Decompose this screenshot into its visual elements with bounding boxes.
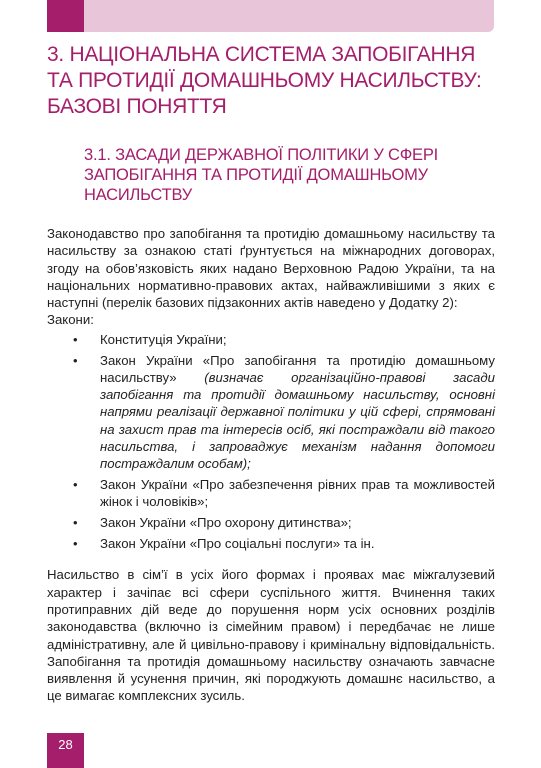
intro-paragraph: Законодавство про запобігання та протидію домашньому насильству та насильству за ознакою статі ґрунтується на міжнародних договорах, згоду на обов’язковість яких надано Верховною Радою України, та на національних нормативно-правових актах, найважливішими з яких є наступні (перелік базових підзаконних актів наведено у Додатку 2): <box>47 226 495 311</box>
bullet-icon: • <box>73 477 78 493</box>
bullet-icon: • <box>73 331 78 347</box>
subsection-title-line: 3.1. ЗАСАДИ ДЕРЖАВНОЇ ПОЛІТИКИ У СФЕРІ <box>84 146 439 164</box>
body-text <box>47 225 495 705</box>
section-title <box>47 42 517 120</box>
bullet-icon: • <box>73 515 78 531</box>
subsection-title-line: ЗАПОБІГАННЯ ТА ПРОТИДІЇ ДОМАШНЬОМУ <box>84 166 428 184</box>
list-item <box>47 535 495 552</box>
bullet-icon: • <box>73 352 78 368</box>
laws-list <box>47 331 495 553</box>
law-text: Закон України «Про запобігання та протидію домашньому насильству» <box>100 352 495 385</box>
page-number: 28 <box>58 737 73 752</box>
header-accent-tab <box>47 0 84 32</box>
law-text: Конституція України; <box>100 331 227 347</box>
list-item <box>47 514 495 531</box>
subsection-title-line: НАСИЛЬСТВУ <box>84 186 193 204</box>
laws-label: Закони: <box>47 312 94 328</box>
law-text: Закон України «Про забезпечення рівних прав та можливостей жінок і чоловіків»; <box>100 477 495 510</box>
header-band <box>47 0 494 32</box>
list-item <box>47 476 495 511</box>
section-title-line: ТА ПРОТИДІЇ ДОМАШНЬОМУ НАСИЛЬСТВУ: <box>47 69 482 92</box>
bullet-icon: • <box>73 536 78 552</box>
subsection-title <box>84 145 504 205</box>
law-text: Закон України «Про охорону дитинства»; <box>100 515 352 531</box>
section-title-line: БАЗОВІ ПОНЯТТЯ <box>47 95 227 118</box>
section-title-line: 3. НАЦІОНАЛЬНА СИСТЕМА ЗАПОБІГАННЯ <box>47 43 476 66</box>
list-item <box>47 331 495 348</box>
law-note: (визначає організаційно-правові засади запобігання та протидії домашньому насильству, основні напрями реалізації державної політики у цій сфері, спрямовані на захист прав та інтересів осіб, які постраждали від такого насильства, і запроваджує механізм надання допомоги постраждалим особам); <box>100 369 496 472</box>
list-item <box>47 352 495 473</box>
closing-paragraph: Насильство в сім’ї в усіх його формах і проявах має міжгалузевий характер і зачіпає всі сфери суспільного життя. Вчинення таких протиправних дій веде до порушення норм усіх основних розділів законодавства (включно із сімейним правом) і передбачає не лише адміністративну, але й цивільно-правову і кримінальну відповідальність. Запобігання та протидія домашньому насильству означають завчасне виявлення й усунення причин, які породжують домашнє насильство, а це вимагає комплексних зусиль. <box>47 567 495 704</box>
law-text: Закон України «Про соціальні послуги» та ін. <box>100 536 375 552</box>
